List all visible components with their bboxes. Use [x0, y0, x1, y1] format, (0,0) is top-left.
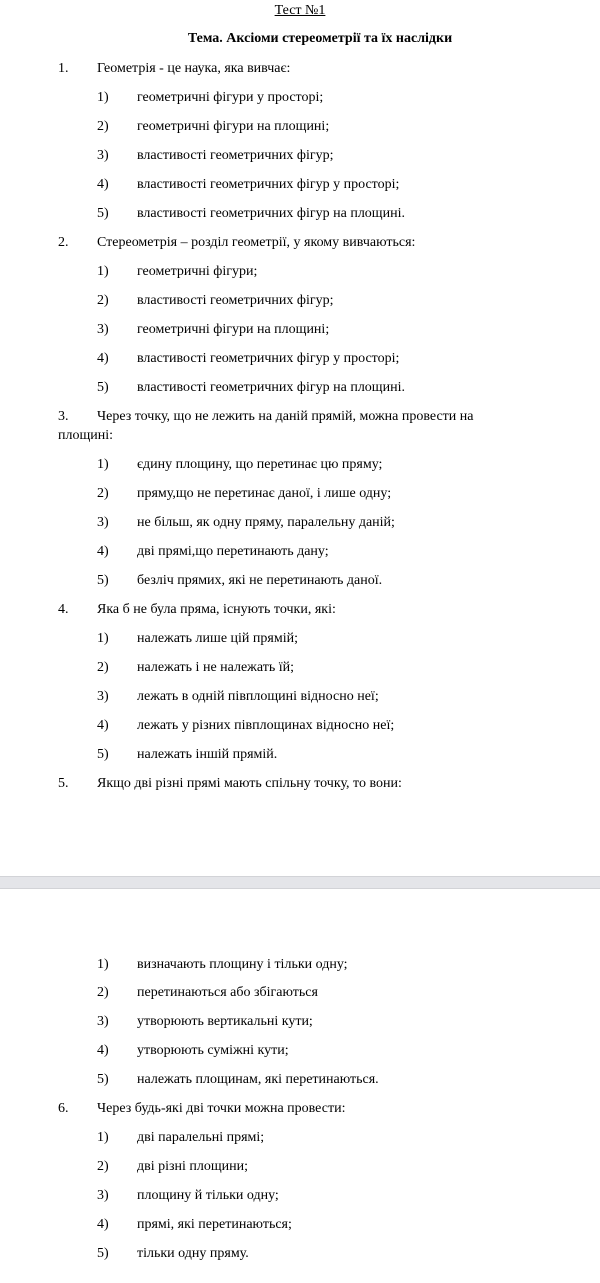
question-4-text: Яка б не була пряма, існують точки, які:	[97, 602, 336, 617]
answer-text: геометричні фігури у просторі;	[137, 90, 324, 105]
question-6-number: 6.	[58, 1101, 69, 1116]
answer-number: 2)	[97, 486, 109, 501]
answer-text: перетинаються або збігаються	[137, 985, 318, 1000]
answer-number: 3)	[97, 1014, 109, 1029]
answer-text: властивості геометричних фігур на площині.	[137, 206, 405, 221]
answer-text: належать площинам, які перетинаються.	[137, 1072, 379, 1087]
answer-number: 3)	[97, 322, 109, 337]
answer-text: утворюють вертикальні кути;	[137, 1014, 313, 1029]
answer-number: 1)	[97, 957, 109, 972]
answer-text: властивості геометричних фігур у просторі;	[137, 177, 400, 192]
answer-number: 2)	[97, 119, 109, 134]
answer-number: 1)	[97, 90, 109, 105]
answer-number: 5)	[97, 380, 109, 395]
answer-number: 4)	[97, 1043, 109, 1058]
answer-number: 5)	[97, 747, 109, 762]
answer-text: пряму,що не перетинає даної, і лише одну;	[137, 486, 392, 501]
answer-text: тільки одну пряму.	[137, 1246, 249, 1261]
answer-number: 1)	[97, 264, 109, 279]
question-1-number: 1.	[58, 61, 69, 76]
answer-number: 4)	[97, 351, 109, 366]
answer-text: належать і не належать їй;	[137, 660, 294, 675]
question-1-text: Геометрія - це наука, яка вивчає:	[97, 61, 291, 76]
answer-text: належать іншій прямій.	[137, 747, 278, 762]
answer-number: 5)	[97, 573, 109, 588]
answer-text: лежать у різних півплощинах відносно неї;	[137, 718, 395, 733]
question-4-number: 4.	[58, 602, 69, 617]
answer-number: 1)	[97, 457, 109, 472]
question-3-number: 3.	[58, 409, 69, 424]
answer-text: визначають площину і тільки одну;	[137, 957, 348, 972]
answer-text: прямі, які перетинаються;	[137, 1217, 292, 1232]
answer-number: 4)	[97, 177, 109, 192]
answer-text: геометричні фігури;	[137, 264, 258, 279]
answer-number: 4)	[97, 1217, 109, 1232]
answer-number: 5)	[97, 1072, 109, 1087]
answer-number: 2)	[97, 293, 109, 308]
answer-text: геометричні фігури на площині;	[137, 119, 330, 134]
answer-text: дві паралельні прямі;	[137, 1130, 265, 1145]
answer-number: 2)	[97, 1159, 109, 1174]
answer-text: лежать в одній півплощині відносно неї;	[137, 689, 379, 704]
answer-number: 3)	[97, 689, 109, 704]
answer-number: 5)	[97, 206, 109, 221]
answer-number: 2)	[97, 985, 109, 1000]
question-5-number: 5.	[58, 776, 69, 791]
answer-number: 3)	[97, 515, 109, 530]
answer-number: 5)	[97, 1246, 109, 1261]
answer-text: властивості геометричних фігур;	[137, 148, 334, 163]
question-3-text-continued: площині:	[58, 428, 114, 443]
page-separator	[0, 876, 600, 889]
answer-number: 4)	[97, 544, 109, 559]
question-6-text: Через будь-які дві точки можна провести:	[97, 1101, 346, 1116]
answer-number: 3)	[97, 1188, 109, 1203]
question-2-number: 2.	[58, 235, 69, 250]
answer-text: не більш, як одну пряму, паралельну даній;	[137, 515, 395, 530]
answer-number: 4)	[97, 718, 109, 733]
test-title: Тест №1	[274, 3, 326, 18]
answer-text: дві різні площини;	[137, 1159, 249, 1174]
answer-text: дві прямі,що перетинають дану;	[137, 544, 329, 559]
answer-text: безліч прямих, які не перетинають даної.	[137, 573, 383, 588]
answer-text: єдину площину, що перетинає цю пряму;	[137, 457, 383, 472]
answer-number: 1)	[97, 1130, 109, 1145]
question-2-text: Стереометрія – розділ геометрії, у якому вивчаються:	[97, 235, 416, 250]
answer-text: властивості геометричних фігур у просторі;	[137, 351, 400, 366]
answer-number: 2)	[97, 660, 109, 675]
answer-number: 3)	[97, 148, 109, 163]
question-5-text: Якщо дві різні прямі мають спільну точку, то вони:	[97, 776, 402, 791]
answer-text: геометричні фігури на площині;	[137, 322, 330, 337]
answer-text: належать лише цій прямій;	[137, 631, 298, 646]
answer-text: утворюють суміжні кути;	[137, 1043, 289, 1058]
document-page-2	[0, 889, 600, 1283]
answer-text: властивості геометричних фігур;	[137, 293, 334, 308]
question-3-text: Через точку, що не лежить на даній прямій, можна провести на	[97, 409, 474, 424]
answer-number: 1)	[97, 631, 109, 646]
answer-text: площину й тільки одну;	[137, 1188, 279, 1203]
topic-title: Тема. Аксіоми стереометрії та їх наслідки	[187, 31, 453, 46]
answer-text: властивості геометричних фігур на площині.	[137, 380, 405, 395]
